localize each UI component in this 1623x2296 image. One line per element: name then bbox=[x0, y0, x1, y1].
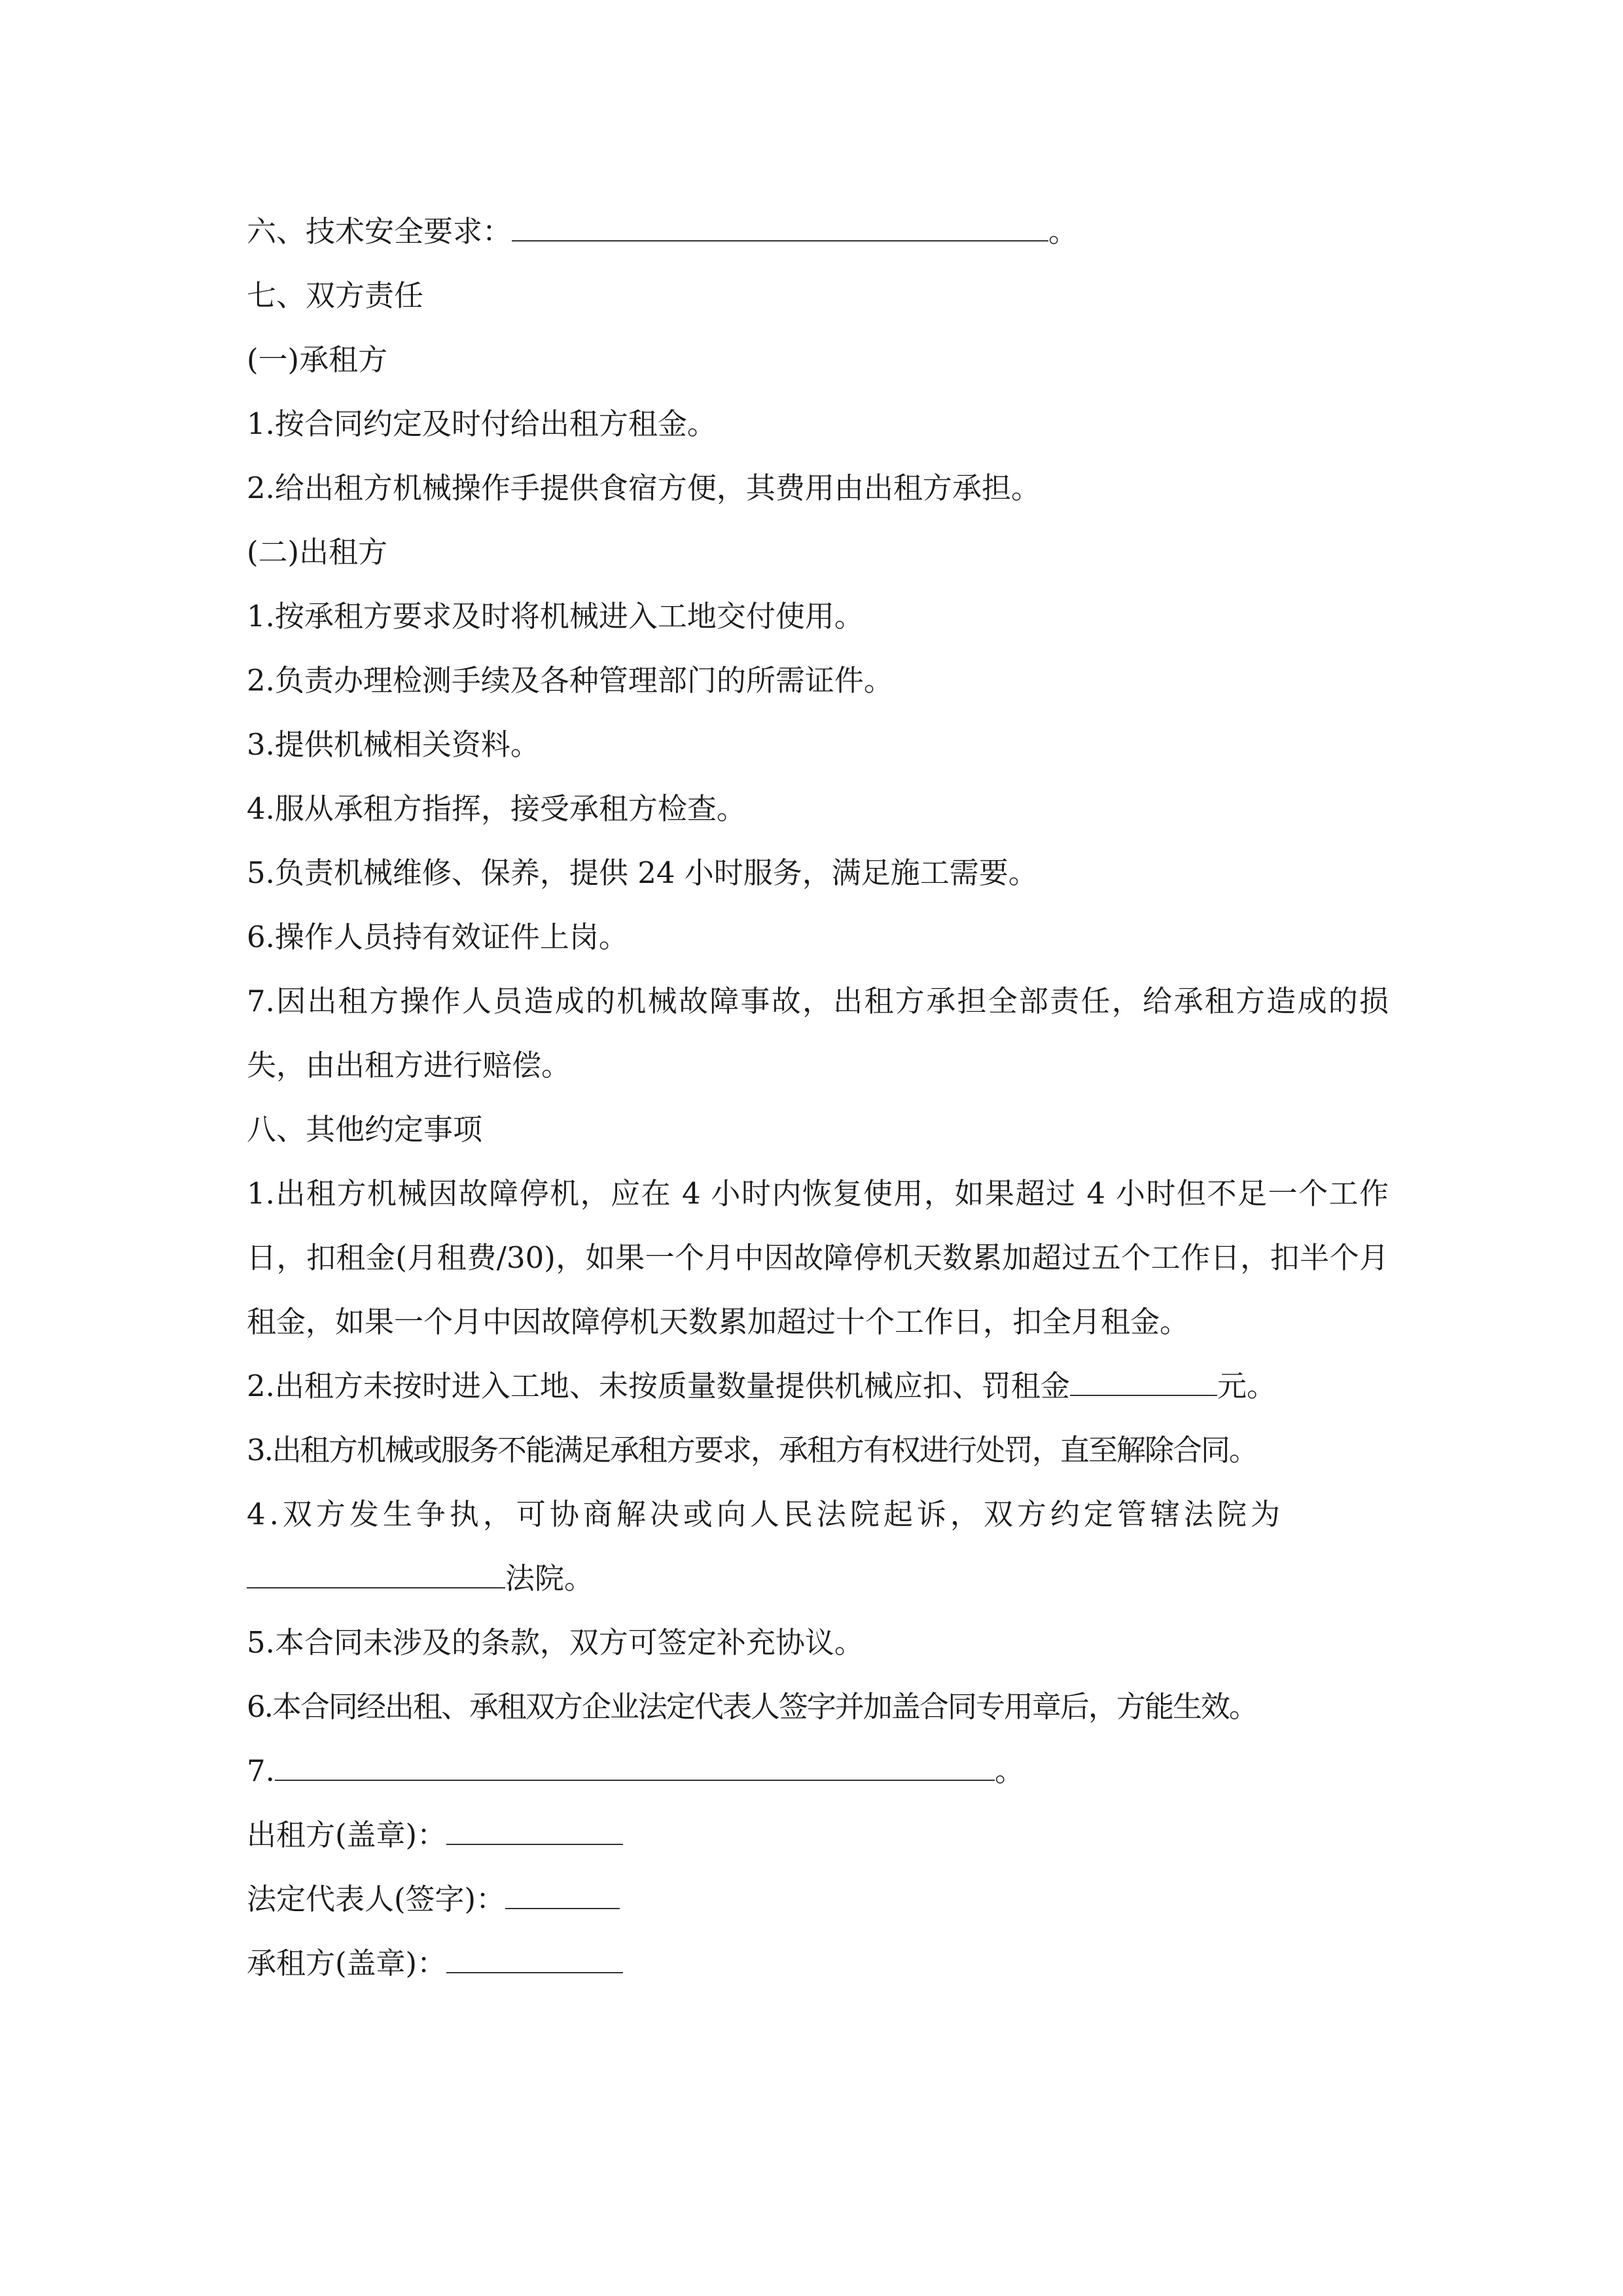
section-8-item-6: 6.本合同经出租、承租双方企业法定代表人签字并加盖合同专用章后，方能生效。 bbox=[247, 1689, 1257, 1724]
signature-lessee bbox=[247, 1931, 1389, 1996]
section-8-item-4 bbox=[247, 1482, 1389, 1547]
tech-safety-blank[interactable] bbox=[512, 214, 1048, 242]
section-8-item-4-cont bbox=[247, 1547, 1389, 1611]
item-4-end: 法院。 bbox=[505, 1561, 594, 1596]
lessor-seal-label: 出租方(盖章)： bbox=[247, 1818, 447, 1852]
item-7-number: 7. bbox=[247, 1753, 275, 1788]
lessee-item-2: 2.给出租方机械操作手提供食宿方便，其费用由出租方承担。 bbox=[247, 471, 1041, 505]
lessor-item-1: 1.按承租方要求及时将机械进入工地交付使用。 bbox=[247, 599, 864, 634]
lessor-item-5: 5.负责机械维修、保养，提供 24 小时服务，满足施工需要。 bbox=[247, 855, 1038, 890]
section-6-line bbox=[247, 200, 1389, 264]
lessor-item-6: 6.操作人员持有效证件上岗。 bbox=[247, 920, 628, 954]
section-6-end: 。 bbox=[1048, 214, 1079, 249]
representative-sign-blank[interactable] bbox=[505, 1882, 620, 1909]
item-4-text: 4.双方发生争执，可协商解决或向人民法院起诉，双方约定管辖法院为 bbox=[247, 1497, 1284, 1532]
section-6-label: 六、技术安全要求： bbox=[247, 214, 512, 249]
representative-sign-label: 法定代表人(签字)： bbox=[247, 1882, 506, 1916]
lessee-seal-label: 承租方(盖章)： bbox=[247, 1946, 447, 1981]
section-8-item-1: 1.出租方机械因故障停机，应在 4 小时内恢复使用，如果超过 4 小时但不足一个工作日，扣租金(月租费/30)，如果一个月中因故障停机天数累加超过五个工作日，扣半个月租金，如果一个月中因故障停机天数累加超过十个工作日，扣全月租金。 bbox=[247, 1176, 1389, 1339]
signature-lessor bbox=[247, 1803, 1389, 1867]
other-terms-blank[interactable] bbox=[275, 1753, 995, 1781]
lessee-heading: (一)承租方 bbox=[247, 342, 388, 377]
lessee-item-1: 1.按合同约定及时付给出租方租金。 bbox=[247, 406, 717, 441]
section-8-item-7 bbox=[247, 1739, 1389, 1803]
lessor-item-4: 4.服从承租方指挥，接受承租方检查。 bbox=[247, 791, 746, 826]
signature-representative bbox=[247, 1867, 1389, 1931]
lessor-item-7: 7.因出租方操作人员造成的机械故障事故，出租方承担全部责任，给承租方造成的损失，由出租方进行赔偿。 bbox=[247, 984, 1389, 1083]
item-2-unit: 元。 bbox=[1217, 1369, 1276, 1403]
lessee-seal-blank[interactable] bbox=[446, 1946, 623, 1973]
lessor-item-3: 3.提供机械相关资料。 bbox=[247, 727, 540, 762]
contract-page bbox=[247, 200, 1389, 1996]
item-7-end: 。 bbox=[994, 1753, 1024, 1788]
lessor-item-2: 2.负责办理检测手续及各种管理部门的所需证件。 bbox=[247, 663, 893, 698]
court-name-blank[interactable] bbox=[247, 1561, 505, 1588]
section-7-title: 七、双方责任 bbox=[247, 278, 424, 313]
section-8-item-5: 5.本合同未涉及的条款，双方可签定补充协议。 bbox=[247, 1625, 864, 1660]
lessor-seal-blank[interactable] bbox=[446, 1818, 623, 1845]
section-8-item-2 bbox=[247, 1354, 1389, 1418]
lessor-heading: (二)出租方 bbox=[247, 535, 388, 569]
penalty-amount-blank[interactable] bbox=[1070, 1369, 1217, 1396]
item-2-text: 2.出租方未按时进入工地、未按质量数量提供机械应扣、罚租金 bbox=[247, 1369, 1070, 1403]
section-8-title: 八、其他约定事项 bbox=[247, 1112, 483, 1147]
section-8-item-3: 3.出租方机械或服务不能满足承租方要求，承租方有权进行处罚，直至解除合同。 bbox=[247, 1433, 1257, 1467]
